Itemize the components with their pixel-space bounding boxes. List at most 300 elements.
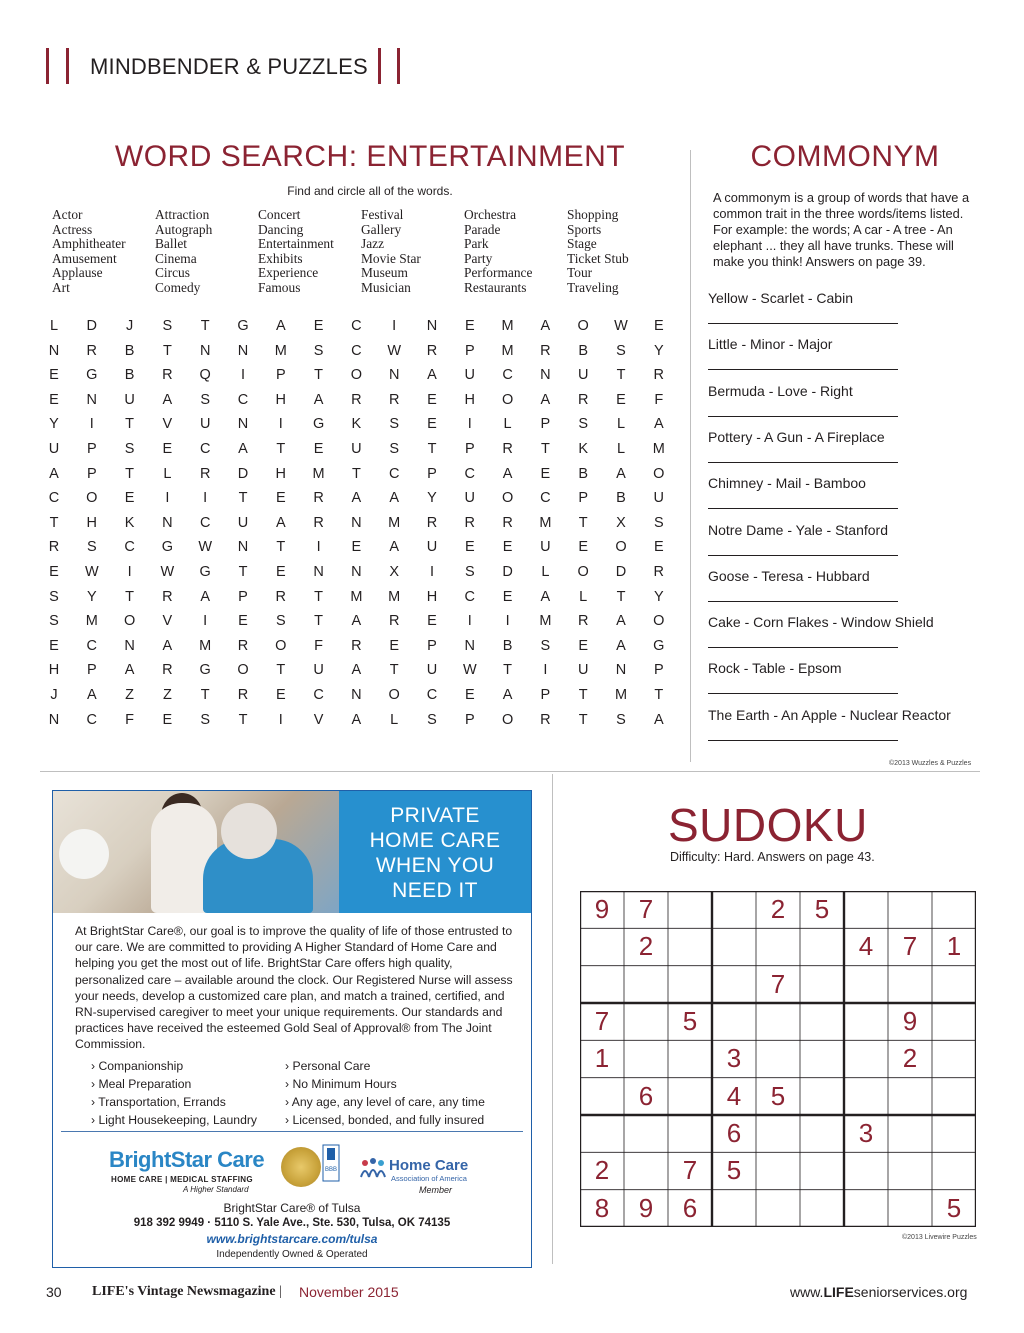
grid-letter[interactable]: F [654, 391, 664, 408]
commonym-answer-line[interactable] [708, 323, 898, 324]
grid-letter[interactable]: C [464, 465, 476, 482]
sudoku-cell[interactable] [844, 1040, 888, 1077]
sudoku-cell[interactable] [800, 1152, 844, 1189]
grid-letter[interactable]: S [162, 318, 173, 334]
sudoku-cell[interactable] [668, 1040, 712, 1077]
sudoku-cell[interactable]: 9 [902, 1006, 918, 1036]
sudoku-cell[interactable]: 4 [726, 1080, 742, 1111]
grid-letter[interactable]: O [86, 490, 98, 507]
sudoku-cell[interactable] [756, 1115, 800, 1152]
footer-website[interactable] [790, 1284, 967, 1300]
grid-letter[interactable]: T [276, 662, 286, 679]
sudoku-cell[interactable]: 2 [594, 1155, 610, 1186]
sudoku-cell[interactable] [888, 966, 932, 1003]
grid-letter[interactable]: A [540, 391, 551, 408]
grid-letter[interactable]: L [49, 318, 59, 334]
grid-letter[interactable]: R [426, 514, 438, 531]
grid-letter[interactable]: E [464, 318, 475, 334]
grid-letter[interactable]: A [275, 318, 286, 334]
grid-letter[interactable]: N [237, 342, 249, 359]
grid-letter[interactable]: U [48, 441, 60, 457]
grid-letter[interactable]: A [313, 391, 324, 408]
grid-letter[interactable]: R [426, 342, 438, 359]
grid-letter[interactable]: E [578, 539, 589, 556]
grid-letter[interactable]: E [313, 441, 324, 457]
sudoku-cell[interactable] [624, 966, 668, 1003]
grid-letter[interactable]: C [502, 367, 513, 384]
grid-letter[interactable]: N [124, 637, 135, 654]
grid-letter[interactable]: T [276, 539, 286, 556]
grid-letter[interactable]: M [274, 342, 287, 359]
grid-letter[interactable]: P [464, 342, 475, 359]
grid-letter[interactable]: Y [653, 588, 664, 605]
grid-letter[interactable]: L [616, 441, 626, 457]
grid-letter[interactable]: S [200, 391, 211, 408]
grid-letter[interactable]: E [427, 416, 437, 433]
grid-letter[interactable]: U [426, 662, 438, 679]
grid-letter[interactable]: T [540, 441, 550, 457]
grid-letter[interactable]: N [237, 539, 249, 556]
grid-letter[interactable]: R [577, 391, 589, 408]
grid-letter[interactable]: B [616, 490, 626, 507]
grid-letter[interactable]: H [86, 514, 98, 531]
grid-letter[interactable]: E [275, 564, 286, 580]
grid-letter[interactable]: R [388, 391, 400, 408]
sudoku-cell[interactable] [712, 928, 756, 965]
sudoku-cell[interactable] [756, 1003, 800, 1040]
grid-letter[interactable]: C [237, 391, 249, 408]
grid-letter[interactable]: E [162, 441, 173, 457]
sudoku-cell[interactable] [932, 966, 976, 1003]
grid-letter[interactable]: R [502, 514, 513, 531]
grid-letter[interactable]: T [503, 662, 513, 679]
sudoku-cell[interactable] [844, 966, 888, 1003]
grid-letter[interactable]: T [238, 490, 248, 507]
sudoku-cell[interactable] [888, 1078, 932, 1115]
sudoku-cell[interactable] [668, 1078, 712, 1115]
grid-letter[interactable]: H [426, 588, 438, 605]
grid-letter[interactable]: I [203, 490, 208, 507]
grid-letter[interactable]: M [85, 613, 98, 630]
grid-letter[interactable]: E [49, 637, 59, 654]
grid-letter[interactable]: P [275, 367, 286, 384]
grid-letter[interactable]: A [540, 588, 551, 605]
grid-letter[interactable]: C [351, 342, 362, 359]
grid-letter[interactable]: N [237, 416, 249, 433]
grid-letter[interactable]: P [86, 465, 97, 482]
grid-letter[interactable]: F [314, 637, 324, 654]
grid-letter[interactable]: O [350, 367, 363, 384]
grid-letter[interactable]: A [351, 613, 362, 630]
grid-letter[interactable]: S [653, 514, 664, 531]
grid-letter[interactable]: C [124, 539, 135, 556]
sudoku-cell[interactable]: 6 [682, 1192, 698, 1223]
grid-letter[interactable]: U [577, 662, 589, 679]
grid-letter[interactable]: L [541, 564, 550, 580]
sudoku-cell[interactable] [932, 1152, 976, 1189]
sudoku-cell[interactable]: 3 [858, 1118, 874, 1148]
sudoku-cell[interactable] [580, 966, 624, 1003]
grid-letter[interactable]: T [238, 711, 248, 728]
sudoku-cell[interactable] [624, 1152, 668, 1189]
grid-letter[interactable]: S [540, 637, 551, 654]
grid-letter[interactable]: T [314, 367, 324, 384]
sudoku-cell[interactable]: 9 [638, 1192, 654, 1223]
grid-letter[interactable]: L [390, 711, 399, 728]
grid-letter[interactable]: A [238, 441, 248, 457]
grid-letter[interactable]: T [616, 588, 626, 605]
grid-letter[interactable]: A [351, 662, 362, 679]
grid-letter[interactable]: V [313, 711, 324, 728]
grid-letter[interactable]: W [387, 342, 402, 359]
grid-letter[interactable]: X [389, 564, 400, 580]
sudoku-cell[interactable]: 2 [902, 1043, 918, 1074]
grid-letter[interactable]: R [577, 613, 589, 630]
grid-letter[interactable]: U [313, 662, 324, 679]
grid-letter[interactable]: A [86, 687, 97, 703]
grid-letter[interactable]: G [161, 539, 174, 556]
grid-letter[interactable]: R [162, 662, 173, 679]
sudoku-cell[interactable] [624, 1003, 668, 1040]
grid-letter[interactable]: R [48, 539, 60, 556]
grid-letter[interactable]: L [163, 465, 172, 482]
sudoku-cell[interactable] [756, 1152, 800, 1189]
sudoku-cell[interactable] [800, 1190, 844, 1227]
sudoku-cell[interactable] [668, 966, 712, 1003]
sudoku-cell[interactable]: 1 [594, 1043, 610, 1074]
grid-letter[interactable]: O [615, 539, 627, 556]
sudoku-cell[interactable] [712, 1003, 756, 1040]
grid-letter[interactable]: E [464, 539, 475, 556]
commonym-answer-line[interactable] [708, 416, 898, 417]
sudoku-cell[interactable]: 6 [638, 1080, 654, 1111]
grid-letter[interactable]: E [313, 318, 324, 334]
commonym-answer-line[interactable] [708, 693, 898, 694]
grid-letter[interactable]: I [467, 613, 472, 630]
grid-letter[interactable]: E [502, 588, 513, 605]
grid-letter[interactable]: P [427, 637, 437, 654]
brightstar-ad[interactable] [52, 790, 532, 1268]
grid-letter[interactable]: A [502, 465, 513, 482]
grid-letter[interactable]: O [501, 391, 514, 408]
grid-letter[interactable]: P [578, 490, 589, 507]
grid-letter[interactable]: T [578, 687, 588, 703]
commonym-answer-line[interactable] [708, 601, 898, 602]
grid-letter[interactable]: I [278, 416, 283, 433]
grid-letter[interactable]: D [502, 564, 513, 580]
grid-letter[interactable]: B [124, 342, 135, 359]
grid-letter[interactable]: S [124, 441, 135, 457]
grid-letter[interactable]: P [86, 441, 97, 457]
grid-letter[interactable]: U [540, 539, 551, 556]
grid-letter[interactable]: A [616, 613, 626, 630]
sudoku-cell[interactable]: 2 [770, 894, 786, 924]
grid-letter[interactable]: T [200, 318, 210, 334]
grid-letter[interactable]: C [48, 490, 60, 507]
grid-letter[interactable]: T [49, 514, 59, 531]
grid-letter[interactable]: D [237, 465, 249, 482]
grid-letter[interactable]: R [86, 342, 98, 359]
grid-letter[interactable]: S [200, 711, 211, 728]
grid-letter[interactable]: N [162, 514, 173, 531]
grid-letter[interactable]: C [351, 318, 362, 334]
sudoku-cell[interactable] [800, 966, 844, 1003]
grid-letter[interactable]: L [616, 416, 626, 433]
commonym-answer-line[interactable] [708, 555, 898, 556]
commonym-answer-line[interactable] [708, 462, 898, 463]
sudoku-cell[interactable]: 5 [946, 1192, 962, 1223]
grid-letter[interactable]: W [462, 662, 477, 679]
sudoku-cell[interactable] [932, 1040, 976, 1077]
sudoku-cell[interactable] [932, 891, 976, 928]
grid-letter[interactable]: Y [49, 416, 59, 433]
grid-letter[interactable]: E [653, 539, 664, 556]
grid-letter[interactable]: R [199, 465, 211, 482]
grid-letter[interactable]: N [313, 564, 324, 580]
grid-letter[interactable]: I [165, 490, 170, 507]
grid-letter[interactable]: A [200, 588, 211, 605]
sudoku-cell[interactable] [800, 1003, 844, 1040]
grid-letter[interactable]: P [464, 711, 475, 728]
grid-letter[interactable]: G [653, 637, 665, 654]
grid-letter[interactable]: R [653, 367, 665, 384]
sudoku-cell[interactable] [668, 928, 712, 965]
grid-letter[interactable]: H [275, 465, 287, 482]
grid-letter[interactable]: S [49, 613, 59, 630]
grid-letter[interactable]: O [501, 711, 514, 728]
sudoku-cell[interactable]: 4 [858, 931, 874, 962]
grid-letter[interactable]: C [426, 687, 438, 703]
grid-letter[interactable]: N [615, 662, 627, 679]
grid-letter[interactable]: M [501, 342, 514, 359]
grid-letter[interactable]: I [89, 416, 94, 433]
sudoku-cell[interactable] [844, 1078, 888, 1115]
grid-letter[interactable]: A [427, 367, 437, 384]
grid-letter[interactable]: X [616, 514, 626, 531]
grid-letter[interactable]: N [48, 342, 60, 359]
grid-letter[interactable]: O [653, 613, 665, 630]
grid-letter[interactable]: B [578, 342, 589, 359]
sudoku-cell[interactable] [756, 928, 800, 965]
sudoku-cell[interactable] [888, 1152, 932, 1189]
grid-letter[interactable]: I [392, 318, 397, 334]
grid-letter[interactable]: S [616, 711, 626, 728]
grid-letter[interactable]: E [616, 391, 626, 408]
sudoku-cell[interactable] [712, 966, 756, 1003]
grid-letter[interactable]: A [502, 687, 513, 703]
sudoku-cell[interactable] [932, 1115, 976, 1152]
grid-letter[interactable]: R [388, 613, 400, 630]
grid-letter[interactable]: O [237, 662, 249, 679]
sudoku-cell[interactable] [712, 891, 756, 928]
sudoku-cell[interactable] [888, 1115, 932, 1152]
sudoku-cell[interactable] [844, 1190, 888, 1227]
grid-letter[interactable]: C [199, 514, 211, 531]
grid-letter[interactable]: N [48, 711, 60, 728]
grid-letter[interactable]: E [502, 539, 513, 556]
grid-letter[interactable]: Y [653, 342, 664, 359]
commonym-answer-line[interactable] [708, 508, 898, 509]
grid-letter[interactable]: L [579, 588, 588, 605]
grid-letter[interactable]: K [578, 441, 589, 457]
grid-letter[interactable]: F [125, 711, 135, 728]
sudoku-cell[interactable] [800, 1115, 844, 1152]
grid-letter[interactable]: H [464, 391, 476, 408]
grid-letter[interactable]: K [124, 514, 135, 531]
grid-letter[interactable]: T [578, 711, 588, 728]
grid-letter[interactable]: R [351, 637, 362, 654]
grid-letter[interactable]: M [614, 687, 628, 703]
grid-letter[interactable]: S [313, 342, 324, 359]
grid-letter[interactable]: P [540, 416, 551, 433]
grid-letter[interactable]: O [577, 564, 589, 580]
grid-letter[interactable]: N [426, 318, 438, 334]
grid-letter[interactable]: B [502, 637, 513, 654]
grid-letter[interactable]: P [238, 588, 248, 605]
sudoku-cell[interactable] [800, 1078, 844, 1115]
grid-letter[interactable]: A [389, 539, 400, 556]
grid-letter[interactable]: U [237, 514, 249, 531]
grid-letter[interactable]: I [127, 564, 132, 580]
sudoku-cell[interactable]: 9 [594, 894, 610, 924]
sudoku-cell[interactable]: 5 [770, 1080, 786, 1111]
commonym-answer-line[interactable] [708, 647, 898, 648]
grid-letter[interactable]: S [616, 342, 626, 359]
grid-letter[interactable]: W [198, 539, 213, 556]
sudoku-cell[interactable]: 2 [638, 931, 654, 962]
grid-letter[interactable]: I [505, 613, 510, 630]
grid-letter[interactable]: S [49, 588, 59, 605]
grid-letter[interactable]: E [275, 490, 286, 507]
sudoku-cell[interactable]: 3 [726, 1043, 742, 1074]
sudoku-cell[interactable] [844, 1152, 888, 1189]
grid-letter[interactable]: T [351, 465, 361, 482]
grid-letter[interactable]: R [237, 637, 249, 654]
grid-letter[interactable]: A [49, 465, 59, 482]
grid-letter[interactable]: E [351, 539, 362, 556]
grid-letter[interactable]: H [275, 391, 287, 408]
grid-letter[interactable]: U [124, 391, 135, 408]
grid-letter[interactable]: O [388, 687, 400, 703]
ad-website-link[interactable]: www.brightstarcare.com/tulsa [206, 1232, 378, 1246]
commonym-answer-line[interactable] [708, 740, 898, 741]
grid-letter[interactable]: T [314, 588, 324, 605]
sudoku-cell[interactable] [800, 928, 844, 965]
grid-letter[interactable]: T [427, 441, 437, 457]
grid-letter[interactable]: G [237, 318, 249, 334]
grid-letter[interactable]: C [313, 687, 324, 703]
grid-letter[interactable]: E [427, 391, 437, 408]
grid-letter[interactable]: G [199, 662, 211, 679]
grid-letter[interactable]: E [464, 687, 475, 703]
grid-letter[interactable]: A [162, 391, 173, 408]
grid-letter[interactable]: U [653, 490, 665, 507]
grid-letter[interactable]: D [615, 564, 627, 580]
sudoku-cell[interactable] [844, 1003, 888, 1040]
grid-letter[interactable]: P [427, 465, 437, 482]
grid-letter[interactable]: R [351, 391, 362, 408]
sudoku-cell[interactable] [888, 891, 932, 928]
sudoku-cell[interactable] [624, 1115, 668, 1152]
sudoku-cell[interactable]: 6 [726, 1118, 742, 1148]
grid-letter[interactable]: R [540, 342, 551, 359]
grid-letter[interactable]: T [125, 465, 135, 482]
grid-letter[interactable]: I [278, 711, 283, 728]
grid-letter[interactable]: T [654, 687, 664, 703]
grid-letter[interactable]: E [653, 318, 664, 334]
grid-letter[interactable]: S [275, 613, 286, 630]
grid-letter[interactable]: N [199, 342, 211, 359]
sudoku-cell[interactable]: 5 [726, 1155, 742, 1186]
sudoku-cell[interactable]: 7 [770, 968, 786, 999]
grid-letter[interactable]: R [237, 687, 249, 703]
grid-letter[interactable]: E [49, 367, 59, 384]
grid-letter[interactable]: O [577, 318, 589, 334]
grid-letter[interactable]: G [86, 367, 98, 384]
grid-letter[interactable]: T [276, 441, 286, 457]
grid-letter[interactable]: T [125, 588, 135, 605]
grid-letter[interactable]: I [316, 539, 321, 556]
grid-letter[interactable]: T [238, 564, 248, 580]
grid-letter[interactable]: C [540, 490, 551, 507]
sudoku-cell[interactable] [756, 1040, 800, 1077]
grid-letter[interactable]: B [578, 465, 589, 482]
grid-letter[interactable]: W [614, 318, 628, 334]
sudoku-cell[interactable]: 8 [594, 1192, 610, 1223]
grid-letter[interactable]: E [275, 687, 286, 703]
sudoku-cell[interactable]: 7 [594, 1006, 610, 1036]
grid-letter[interactable]: R [313, 514, 324, 531]
grid-letter[interactable]: S [464, 564, 475, 580]
sudoku-cell[interactable] [712, 1190, 756, 1227]
grid-letter[interactable]: R [162, 367, 173, 384]
grid-letter[interactable]: M [388, 514, 401, 531]
grid-letter[interactable]: I [240, 367, 246, 384]
grid-letter[interactable]: Z [125, 687, 135, 703]
grid-letter[interactable]: Q [199, 367, 211, 384]
grid-letter[interactable]: D [86, 318, 98, 334]
grid-letter[interactable]: C [86, 637, 98, 654]
grid-letter[interactable]: E [124, 490, 135, 507]
grid-letter[interactable]: W [160, 564, 175, 580]
grid-letter[interactable]: A [616, 465, 626, 482]
grid-letter[interactable]: O [501, 490, 514, 507]
grid-letter[interactable]: N [464, 637, 476, 654]
grid-letter[interactable]: S [389, 416, 400, 433]
grid-letter[interactable]: U [577, 367, 589, 384]
grid-letter[interactable]: O [653, 465, 665, 482]
sudoku-cell[interactable] [580, 1078, 624, 1115]
grid-letter[interactable]: A [653, 711, 664, 728]
sudoku-cell[interactable]: 5 [682, 1006, 698, 1036]
grid-letter[interactable]: R [540, 711, 551, 728]
grid-letter[interactable]: E [427, 613, 437, 630]
grid-letter[interactable]: P [540, 687, 551, 703]
grid-letter[interactable]: P [86, 662, 97, 679]
grid-letter[interactable]: M [350, 588, 363, 605]
grid-letter[interactable]: N [540, 367, 551, 384]
grid-letter[interactable]: O [275, 637, 287, 654]
grid-letter[interactable]: B [124, 367, 135, 384]
grid-letter[interactable]: G [312, 416, 325, 433]
grid-letter[interactable]: A [653, 416, 664, 433]
grid-letter[interactable]: A [616, 637, 626, 654]
grid-letter[interactable]: P [464, 441, 475, 457]
grid-letter[interactable]: M [199, 637, 212, 654]
grid-letter[interactable]: T [314, 613, 324, 630]
grid-letter[interactable]: S [86, 539, 97, 556]
grid-letter[interactable]: E [162, 711, 173, 728]
